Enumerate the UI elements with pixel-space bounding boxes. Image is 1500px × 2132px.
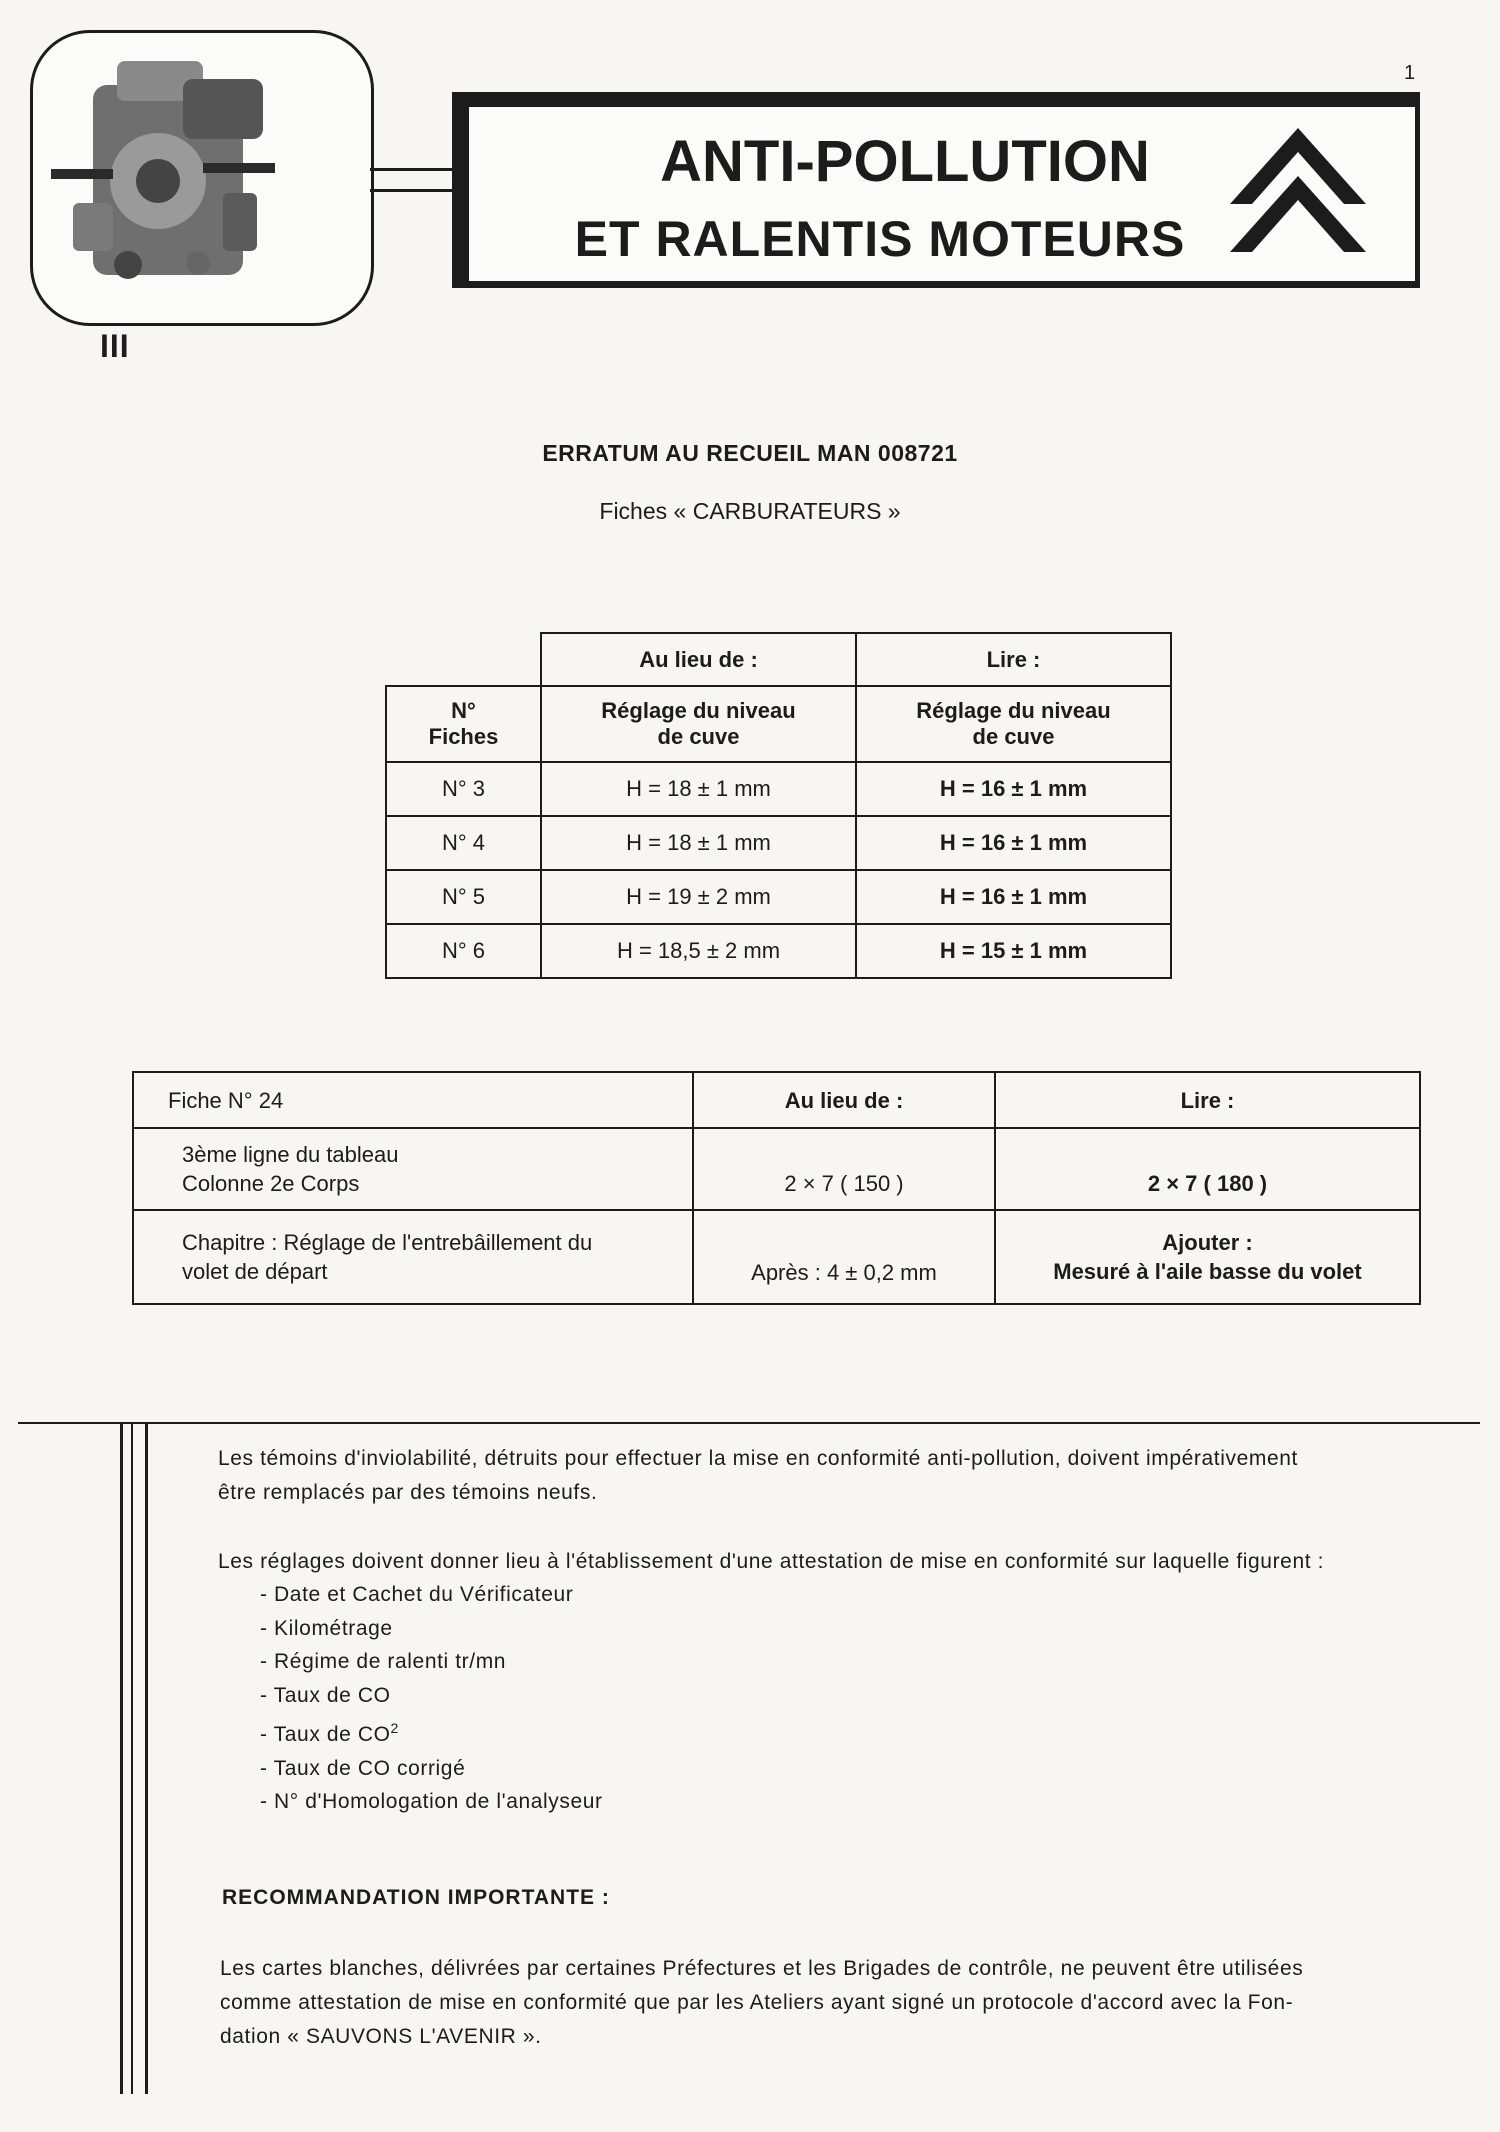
page-title-line2: ET RALENTIS MOTEURS bbox=[574, 211, 1186, 267]
cell-au-lieu: H = 18 ± 1 mm bbox=[541, 762, 856, 816]
sub-header-au-lieu bbox=[541, 686, 856, 762]
recommendation-heading: RECOMMANDATION IMPORTANTE : bbox=[222, 1886, 610, 1909]
list-item: - Date et Cachet du Vérificateur bbox=[260, 1578, 603, 1612]
cell-au-lieu: 2 × 7 ( 150 ) bbox=[693, 1128, 995, 1210]
cell-fiche: N° 5 bbox=[386, 870, 541, 924]
list-item: - Kilométrage bbox=[260, 1612, 603, 1646]
list-item: - N° d'Homologation de l'analyseur bbox=[260, 1785, 603, 1819]
co2-superscript: 2 bbox=[390, 1720, 399, 1736]
table-row bbox=[133, 1210, 1420, 1304]
cell-au-lieu: H = 18,5 ± 2 mm bbox=[541, 924, 856, 978]
col-header-lire: Lire : bbox=[856, 633, 1171, 686]
cell-lire: H = 15 ± 1 mm bbox=[856, 924, 1171, 978]
page-title-line1: ANTI-POLLUTION bbox=[660, 129, 1150, 194]
section-divider bbox=[18, 1422, 1480, 1424]
recommendation-line2: comme attestation de mise en conformité que par les Ateliers ayant signé un protocole d'accord avec la Fon- bbox=[220, 1991, 1294, 2014]
table-row bbox=[386, 816, 1171, 870]
cell-au-lieu: Après : 4 ± 0,2 mm bbox=[693, 1210, 995, 1304]
list-item bbox=[260, 1712, 603, 1752]
col-header-au-lieu: Au lieu de : bbox=[693, 1072, 995, 1128]
cell-lire: H = 16 ± 1 mm bbox=[856, 762, 1171, 816]
cell-fiche: N° 4 bbox=[386, 816, 541, 870]
cell-fiche: N° 6 bbox=[386, 924, 541, 978]
cell-lire bbox=[995, 1210, 1420, 1304]
cell-lire-line1: Ajouter : bbox=[1162, 1230, 1253, 1255]
table-row bbox=[133, 1128, 1420, 1210]
cell-au-lieu: H = 19 ± 2 mm bbox=[541, 870, 856, 924]
table-row bbox=[386, 870, 1171, 924]
margin-bar-inner bbox=[131, 1424, 133, 2094]
cell-location-line2: Colonne 2e Corps bbox=[182, 1171, 360, 1196]
sub-header-lire-line1: Réglage du niveau bbox=[916, 698, 1111, 723]
double-chevron-logo-icon bbox=[1228, 122, 1368, 262]
cell-location bbox=[133, 1128, 693, 1210]
fiche-24-erratum-table bbox=[132, 1071, 1421, 1305]
notice-paragraph-2: Les réglages doivent donner lieu à l'établissement d'une attestation de mise en conformité sur laquelle figurent : bbox=[218, 1550, 1325, 1573]
cell-location-line2: volet de départ bbox=[182, 1259, 328, 1284]
fiches-label: Fiches « CARBURATEURS » bbox=[599, 498, 901, 524]
col-header-fiches-line1: N° bbox=[451, 698, 476, 723]
cell-fiche: N° 3 bbox=[386, 762, 541, 816]
col-header-au-lieu: Au lieu de : bbox=[541, 633, 856, 686]
recommendation-line1: Les cartes blanches, délivrées par certaines Préfectures et les Brigades de contrôle, ne peuvent être utilisées bbox=[220, 1957, 1304, 1980]
fiche-24-label: Fiche N° 24 bbox=[133, 1072, 693, 1128]
cell-lire: 2 × 7 ( 180 ) bbox=[995, 1128, 1420, 1210]
cell-location bbox=[133, 1210, 693, 1304]
table-row bbox=[386, 924, 1171, 978]
sub-header-lire bbox=[856, 686, 1171, 762]
cell-au-lieu: H = 18 ± 1 mm bbox=[541, 816, 856, 870]
section-numeral: III bbox=[100, 328, 130, 364]
page-number: 1 bbox=[1404, 62, 1416, 84]
title-connector bbox=[370, 168, 458, 192]
notice-paragraph-1-line2: être remplacés par des témoins neufs. bbox=[218, 1481, 598, 1504]
notice-paragraph-1-line1: Les témoins d'inviolabilité, détruits pour effectuer la mise en conformité anti-pollution, doivent impérativement bbox=[218, 1447, 1298, 1470]
cell-lire: H = 16 ± 1 mm bbox=[856, 870, 1171, 924]
cell-location-line1: Chapitre : Réglage de l'entrebâillement du bbox=[182, 1230, 593, 1255]
attestation-items-list bbox=[260, 1578, 603, 1819]
sub-header-au-lieu-line2: de cuve bbox=[657, 724, 740, 749]
cell-lire-line2: Mesuré à l'aile basse du volet bbox=[1053, 1259, 1362, 1284]
table-corner bbox=[386, 633, 541, 686]
carburetor-erratum-table bbox=[385, 632, 1172, 979]
cell-location-line1: 3ème ligne du tableau bbox=[182, 1142, 399, 1167]
carburetor-drawing bbox=[33, 33, 371, 323]
list-item: - Régime de ralenti tr/mn bbox=[260, 1645, 603, 1679]
list-item-text: Taux de CO bbox=[273, 1723, 391, 1746]
list-item: - Taux de CO bbox=[260, 1679, 603, 1713]
recommendation-paragraph bbox=[220, 1952, 1303, 2054]
col-header-lire: Lire : bbox=[995, 1072, 1420, 1128]
list-item: - Taux de CO corrigé bbox=[260, 1752, 603, 1786]
sub-header-au-lieu-line1: Réglage du niveau bbox=[601, 698, 796, 723]
cell-lire: H = 16 ± 1 mm bbox=[856, 816, 1171, 870]
recommendation-line3: dation « SAUVONS L'AVENIR ». bbox=[220, 2025, 542, 2048]
col-header-fiches-line2: Fiches bbox=[428, 724, 499, 749]
sub-header-lire-line2: de cuve bbox=[972, 724, 1055, 749]
table-row bbox=[386, 762, 1171, 816]
margin-bar bbox=[120, 1424, 148, 2094]
col-header-fiches bbox=[386, 686, 541, 762]
notice-paragraph-1 bbox=[218, 1442, 1298, 1510]
carburetor-illustration bbox=[30, 30, 374, 326]
erratum-title: ERRATUM AU RECUEIL MAN 008721 bbox=[542, 440, 958, 466]
